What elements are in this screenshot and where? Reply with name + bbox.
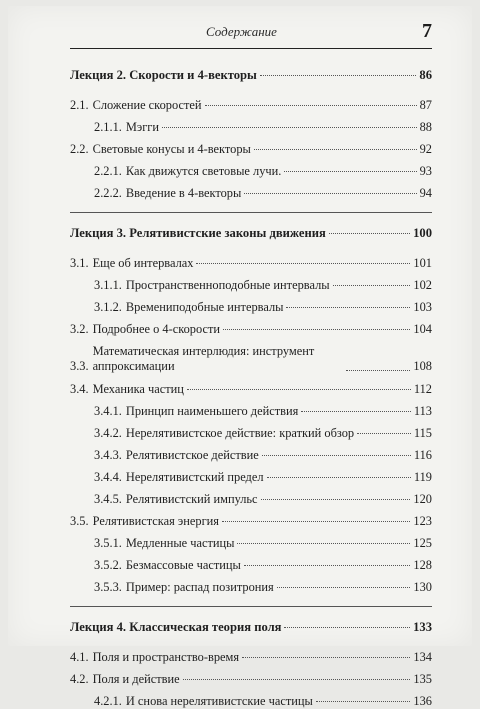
dot-leader [262,454,411,456]
toc-entry-number: 3.3. [70,359,89,373]
toc-page-number: 120 [413,492,432,506]
book-page [8,6,472,708]
toc-page-number: 100 [413,226,432,240]
dot-leader [333,284,411,286]
dot-leader [260,74,417,76]
toc-entry-number: 3.1.2. [94,300,122,314]
toc-page-number: 115 [413,426,432,440]
toc-subsection-entry[interactable] [94,164,432,179]
dot-leader [357,432,411,434]
toc-section-entry[interactable] [70,672,432,687]
toc-entry-title: Поля и пространство-время [92,650,240,664]
toc-entry-title: Еще об интервалах [92,256,194,270]
dot-leader [267,476,411,478]
running-title: Содержание [206,24,277,39]
toc-subsection-entry[interactable] [94,694,432,709]
toc-section-entry[interactable] [70,256,432,271]
toc-entry-title: Времениподобные интервалы [125,300,284,314]
toc-entry-number: 4.1. [70,650,89,664]
toc-entry-title: Релятивистская энергия [92,514,219,528]
toc-page-number: 88 [419,120,432,134]
toc-entry-title: Принцип наименьшего действия [125,404,299,418]
toc-entry-number: 4.2. [70,672,89,686]
dot-leader [237,542,410,544]
toc-lecture-heading[interactable] [70,226,432,241]
toc-subsection-entry[interactable] [94,186,432,201]
dot-leader [284,170,416,172]
toc-subsection-entry[interactable] [94,278,432,293]
toc-entry-title: Математическая интерлюдия: инструмент аппроксимации [92,344,315,373]
toc-subsection-entry[interactable] [94,300,432,315]
dot-leader [187,388,411,390]
toc-entry-number: 3.4.4. [94,470,122,484]
dot-leader [196,262,410,264]
toc-entry-title: Поля и действие [92,672,180,686]
toc-subsection-entry[interactable] [94,558,432,573]
toc-entry-number: 3.5.3. [94,580,122,594]
toc-entry-title: Мэгги [125,120,160,134]
dot-leader [205,104,417,106]
toc-page-number: 103 [413,300,432,314]
toc-entry-number: 3.2. [70,322,89,336]
toc-section-entry[interactable] [70,98,432,113]
dot-leader [329,232,410,234]
toc-entry-title: Пространственноподобные интервалы [125,278,330,292]
toc-entry-title: Нерелятивистское действие: краткий обзор [125,426,355,440]
dot-leader [277,586,411,588]
toc-page-number: 87 [419,98,432,112]
toc-section-entry[interactable] [70,344,432,374]
section-separator [70,606,432,607]
dot-leader [222,520,410,522]
toc-entry-title: Релятивистский импульс [125,492,258,506]
toc-entry-number: 3.5. [70,514,89,528]
toc-subsection-entry[interactable] [94,492,432,507]
dot-leader [244,192,416,194]
toc-entry-number: 3.1.1. [94,278,122,292]
toc-subsection-entry[interactable] [94,536,432,551]
dot-leader [261,498,411,500]
section-separator [70,212,432,213]
toc-subsection-entry[interactable] [94,120,432,135]
toc-page-number: 112 [413,382,432,396]
toc-entry-title: Сложение скоростей [92,98,202,112]
toc-entry-number: 3.5.1. [94,536,122,550]
toc-entry-number: 2.2. [70,142,89,156]
toc-page-number: 113 [413,404,432,418]
toc-page-number: 119 [413,470,432,484]
toc-subsection-entry[interactable] [94,404,432,419]
toc-lecture-title: Лекция 2. Скорости и 4-векторы [70,68,257,82]
dot-leader [301,410,411,412]
toc-entry-title: Релятивистское действие [125,448,259,462]
header-rule [70,48,432,49]
toc-subsection-entry[interactable] [94,448,432,463]
toc-section-entry[interactable] [70,382,432,397]
toc-entry-title: Подробнее о 4-скорости [92,322,221,336]
toc-entry-number: 2.1.1. [94,120,122,134]
toc-page-number: 125 [413,536,432,550]
dot-leader [286,306,410,308]
toc-entry-number: 2.2.1. [94,164,122,178]
toc-lecture-title: Лекция 4. Классическая теория поля [70,620,282,634]
toc-subsection-entry[interactable] [94,426,432,441]
toc-entry-number: 3.4.5. [94,492,122,506]
dot-leader [254,148,417,150]
toc-entry-title: Нерелятивистский предел [125,470,264,484]
toc-section-entry[interactable] [70,142,432,157]
toc-lecture-heading[interactable] [70,620,432,635]
toc-lecture-title: Лекция 3. Релятивистские законы движения [70,226,326,240]
dot-leader [346,369,411,371]
toc-entry-number: 3.5.2. [94,558,122,572]
toc-page-number: 101 [413,256,432,270]
toc-entry-number: 3.4.3. [94,448,122,462]
page-header [70,20,432,48]
toc-entry-number: 4.2.1. [94,694,122,708]
toc-page-number: 134 [413,650,432,664]
toc-page-number: 123 [413,514,432,528]
dot-leader [162,126,417,128]
toc-section-entry[interactable] [70,322,432,337]
page-number: 7 [422,20,432,42]
toc-page-number: 102 [413,278,432,292]
toc-entry-title: Световые конусы и 4-векторы [92,142,251,156]
toc-page-number: 93 [419,164,432,178]
toc-page-number: 86 [419,68,432,82]
toc-section-entry[interactable] [70,650,432,665]
dot-leader [284,626,410,628]
toc-subsection-entry[interactable] [94,470,432,485]
toc-page-number: 128 [413,558,432,572]
toc-page-number: 136 [413,694,432,708]
dot-leader [316,700,411,702]
toc-entry-title: Как движутся световые лучи. [125,164,282,178]
toc-entry-number: 2.1. [70,98,89,112]
toc-entry-number: 3.4.1. [94,404,122,418]
toc-entry-number: 3.4. [70,382,89,396]
toc-page-number: 94 [419,186,432,200]
toc-entry-number: 3.4.2. [94,426,122,440]
toc-page-number: 135 [413,672,432,686]
toc-entry-number: 2.2.2. [94,186,122,200]
toc-entry-title: Медленные частицы [125,536,235,550]
toc-page-number: 92 [419,142,432,156]
toc-page-number: 108 [413,359,432,373]
toc-subsection-entry[interactable] [94,580,432,595]
toc-entry-title: Введение в 4-векторы [125,186,242,200]
toc-section-entry[interactable] [70,514,432,529]
toc-entry-title: Механика частиц [92,382,184,396]
toc-page-number: 133 [413,620,432,634]
toc-page-number: 116 [413,448,432,462]
toc-entry-title: Безмассовые частицы [125,558,241,572]
dot-leader [183,678,411,680]
toc-entry-title: Пример: распад позитрония [125,580,274,594]
toc-entry-title: И снова нерелятивистские частицы [125,694,313,708]
dot-leader [244,564,411,566]
toc-page-number: 130 [413,580,432,594]
toc-entry-number: 3.1. [70,256,89,270]
toc-lecture-heading[interactable] [70,68,432,83]
toc-page-number: 104 [413,322,432,336]
dot-leader [223,328,410,330]
dot-leader [242,656,410,658]
